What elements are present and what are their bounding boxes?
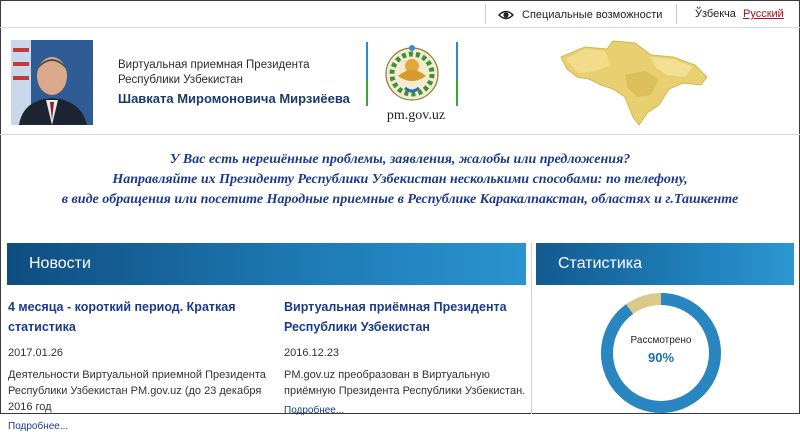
news-title-link[interactable]: 4 месяца - короткий период. Краткая статистика [8, 300, 236, 334]
column-divider [531, 243, 532, 414]
lang-russian-link[interactable]: Русский [743, 8, 784, 20]
news-item [8, 297, 268, 432]
intro-text: У Вас есть нерешённые проблемы, заявления, жалобы или предложения? Направляйте их Президенту Республики Узбекистан несколькими способами: по телефону, в виде обращения или посетите Народные приемные в Республике Каракалпакстан, областях и г.Ташкенте [61, 152, 739, 207]
gauge-label: Рассмотрено [630, 335, 692, 346]
divider [485, 4, 486, 24]
news-more-link[interactable]: Подробнее... [284, 405, 345, 416]
site-header [0, 29, 800, 134]
news-item [284, 297, 544, 416]
divider [676, 4, 677, 24]
accessibility-link[interactable] [498, 7, 662, 23]
news-heading: Новости [29, 255, 91, 272]
top-bar [0, 0, 800, 28]
news-date: 2016.12.23 [284, 347, 340, 359]
news-text: PM.gov.uz преобразован в Виртуальную приёмную Президента Республики Узбекистан. [284, 369, 526, 397]
news-date: 2017.01.26 [8, 347, 64, 359]
news-header [7, 243, 526, 285]
president-portrait [11, 40, 93, 125]
news-more-link[interactable]: Подробнее... [8, 421, 69, 432]
header-divider [0, 134, 800, 135]
site-url: pm.gov.uz [386, 108, 446, 123]
gauge-value: 90% [647, 350, 675, 365]
eye-icon [498, 9, 514, 21]
uzbekistan-map-icon [555, 35, 710, 127]
news-title-link[interactable]: Виртуальная приёмная Президента Республики Узбекистан [284, 300, 507, 334]
president-name: Шавката Миромоновича Мирзиёева [118, 91, 350, 106]
lang-uzbek-link[interactable]: Ўзбекча [695, 8, 736, 20]
news-text: Деятельности Виртуальной приемной Президента Республики Узбекистан PM.gov.uz (до 23 декабря 2016 год [8, 369, 266, 413]
stats-header [536, 243, 794, 285]
site-subtitle: Виртуальная приемная Президента Республики Узбекистан [118, 59, 310, 86]
stats-heading: Статистика [558, 255, 643, 272]
accessibility-label: Специальные возможности [522, 9, 663, 21]
